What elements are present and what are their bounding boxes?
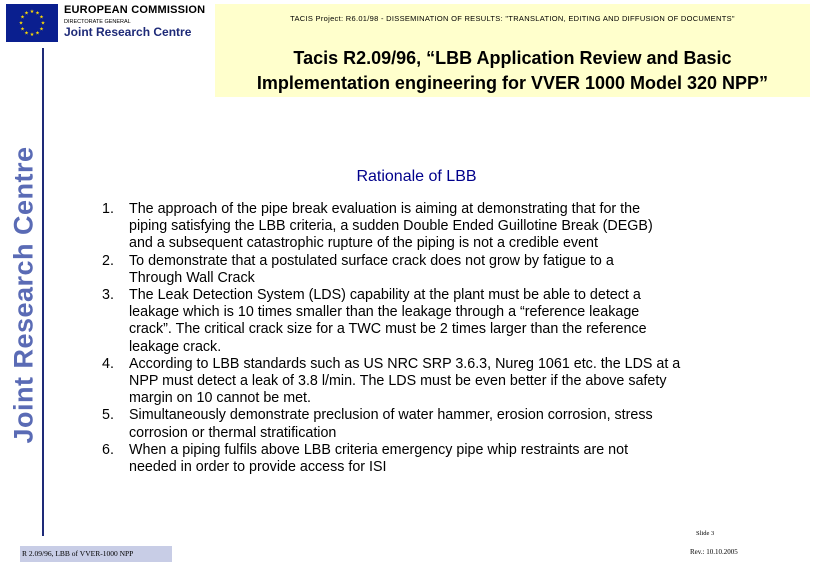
- svg-text:★: ★: [24, 10, 29, 17]
- section-subtitle: [0, 168, 825, 186]
- list-item-line: When a piping fulfils above LBB criteria emergency pipe whip restraints are not: [129, 441, 629, 458]
- list-item-number: 1.: [102, 201, 114, 217]
- list-item-line: Simultaneously demonstrate preclusion of water hammer, erosion corrosion, stress: [129, 407, 653, 424]
- list-item-line: leakage which is 10 times smaller than the leakage through a “reference leakage: [129, 304, 640, 321]
- list-item-number: 3.: [102, 287, 114, 304]
- vertical-centre-text: Joint Research Centre: [8, 146, 39, 444]
- list-item-number: 5.: [102, 407, 114, 424]
- title-line-2: Implementation engineering for VVER 1000 Model 320 NPP”: [256, 73, 769, 93]
- footer-document-label: R 2.09/96, LBB of VVER-1000 NPP: [20, 546, 172, 562]
- list-item: [96, 442, 786, 476]
- slide-header: [215, 4, 810, 97]
- list-item-line: NPP must detect a leak of 3.8 l/min. The LDS must be even better if the above safety: [129, 373, 667, 390]
- eu-flag-icon: [6, 4, 58, 42]
- list-item-number: 2.: [102, 252, 114, 269]
- list-item-line: corrosion or thermal stratification: [129, 424, 337, 441]
- sidebar-divider: [42, 48, 44, 536]
- list-item-line: leakage crack.: [129, 338, 222, 355]
- svg-text:★: ★: [39, 14, 44, 21]
- slide-number: Slide 3: [696, 530, 715, 537]
- title-line-1: Tacis R2.09/96, “LBB Application Review and Basic: [293, 48, 732, 68]
- list-item-number: 4.: [102, 355, 114, 372]
- list-item-line: crack”. The critical crack size for a TWC must be 2 times larger than the reference: [129, 321, 647, 338]
- svg-text:★: ★: [40, 20, 46, 27]
- list-item-line: piping satisfying the LBB criteria, a sudden Double Ended Guillotine Break (DEGB): [129, 218, 653, 235]
- list-item: [96, 201, 786, 253]
- svg-text:★: ★: [29, 9, 35, 15]
- list-item-line: margin on 10 cannot be met.: [129, 390, 311, 407]
- list-item-line: and a subsequent catastrophic rupture of the piping is not a credible event: [129, 235, 598, 252]
- list-item-line: The approach of the pipe break evaluation is aiming at demonstrating that for the: [129, 201, 641, 217]
- svg-text:★: ★: [24, 30, 29, 37]
- list-item-line: According to LBB standards such as US NRC SRP 3.6.3, Nureg 1061 etc. the LDS at a: [129, 355, 681, 372]
- sidebar-vertical-label: [6, 146, 42, 444]
- directorate-name: DIRECTORATE GENERAL: [64, 19, 131, 25]
- svg-text:★: ★: [20, 14, 25, 21]
- rationale-list: [96, 201, 786, 476]
- centre-name: Joint Research Centre: [64, 25, 192, 39]
- svg-text:★: ★: [18, 20, 24, 27]
- svg-text:★: ★: [35, 30, 40, 37]
- list-item: [96, 356, 786, 408]
- project-line: TACIS Project: R6.01/98 - DISSEMINATION OF RESULTS: "TRANSLATION, EDITING AND DIFFUSION OF DOCUMENTS": [290, 14, 735, 23]
- subtitle-text: Rationale of LBB: [356, 168, 477, 185]
- list-item-line: The Leak Detection System (LDS) capability at the plant must be able to detect a: [129, 287, 641, 304]
- svg-text:★: ★: [29, 32, 35, 38]
- list-item: [96, 287, 786, 356]
- jrc-logo: [6, 4, 206, 42]
- list-item: [96, 407, 786, 441]
- list-item: [96, 253, 786, 287]
- svg-text:★: ★: [35, 10, 40, 17]
- list-item-line: Through Wall Crack: [129, 269, 255, 286]
- list-item-line: needed in order to provide access for ISI: [129, 459, 387, 476]
- slide-title: [215, 46, 810, 96]
- list-item-line: To demonstrate that a postulated surface crack does not grow by fatigue to a: [129, 252, 614, 269]
- svg-text:★: ★: [20, 26, 25, 33]
- svg-text:★: ★: [39, 26, 44, 33]
- list-item-number: 6.: [102, 441, 114, 458]
- organization-name: EUROPEAN COMMISSION: [64, 4, 206, 16]
- revision-date: Rev.: 10.10.2005: [690, 548, 738, 556]
